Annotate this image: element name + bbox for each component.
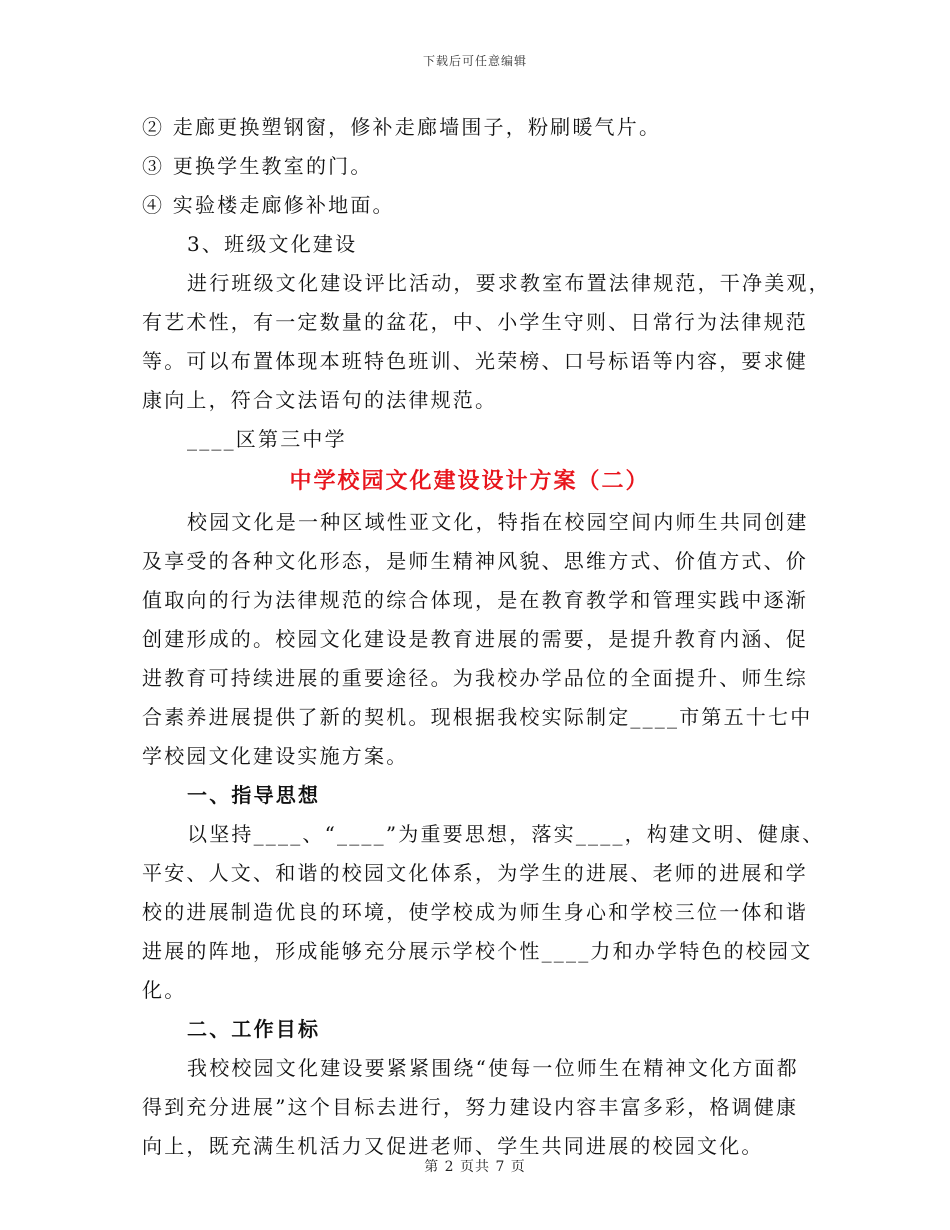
intro-line: 学校园文化建设实施方案。 [142, 744, 409, 768]
section1-line: 校的进展制造优良的环境，使学校成为师生身心和学校三位一体和谐 [142, 900, 808, 924]
section1-line: 以坚持____、“____”为重要思想，落实____，构建文明、健康、 [187, 822, 825, 846]
document-body [142, 108, 831, 1166]
section1-line: 化。 [142, 978, 187, 1002]
document-title: 中学校园文化建设设计方案（二） [289, 468, 650, 494]
intro-line: 及享受的各种文化形态，是师生精神风貌、思维方式、价值方式、价 [142, 549, 808, 573]
list-item-3: ③ 更换学生教室的门。 [142, 154, 373, 178]
list-item-2: ② 走廊更换塑钢窗，修补走廊墙围子，粉刷暖气片。 [142, 115, 662, 139]
intro-line: 值取向的行为法律规范的综合体现，是在教育教学和管理实践中逐渐 [142, 588, 808, 612]
section1-line: 平安、人文、和谐的校园文化体系，为学生的进展、老师的进展和学 [142, 861, 808, 885]
list-item-4: ④ 实验楼走廊修补地面。 [142, 193, 395, 217]
section2-line: 向上，既充满生机活力又促进老师、学生共同进展的校园文化。 [142, 1134, 764, 1158]
paragraph-line: 等。可以布置体现本班特色班训、光荣榜、口号标语等内容，要求健 [142, 349, 808, 373]
intro-line: 创建形成的。校园文化建设是教育进展的需要，是提升教育内涵、促 [142, 627, 808, 651]
intro-line: 合素养进展提供了新的契机。现根据我校实际制定____市第五十七中 [142, 705, 813, 729]
section-heading-work-goals: 二、工作目标 [187, 1017, 321, 1041]
section2-line: 得到充分进展”这个目标去进行，努力建设内容丰富多彩，格调健康 [142, 1095, 799, 1119]
page-footer: 第 2 页共 7 页 [424, 1159, 526, 1175]
section-heading-class-culture: 3、班级文化建设 [187, 232, 358, 256]
section1-line: 进展的阵地，形成能够充分展示学校个性____力和办学特色的校园文 [142, 939, 813, 963]
intro-line: 进教育可持续进展的重要途径。为我校办学品位的全面提升、师生综 [142, 666, 808, 690]
paragraph-line: 有艺术性，有一定数量的盆花，中、小学生守则、日常行为法律规范 [142, 310, 808, 334]
school-signature: ____区第三中学 [187, 427, 347, 451]
paragraph-line: 进行班级文化建设评比活动，要求教室布置法律规范，干净美观， [187, 271, 831, 295]
section-heading-guiding-ideology: 一、指导思想 [187, 783, 321, 807]
page-header: 下载后可任意编辑 [422, 54, 527, 68]
intro-line: 校园文化是一种区域性亚文化，特指在校园空间内师生共同创建 [187, 510, 809, 534]
section2-line: 我校校园文化建设要紧紧围绕“使每一位师生在精神文化方面都 [187, 1056, 799, 1080]
paragraph-line: 康向上，符合文法语句的法律规范。 [142, 388, 498, 412]
